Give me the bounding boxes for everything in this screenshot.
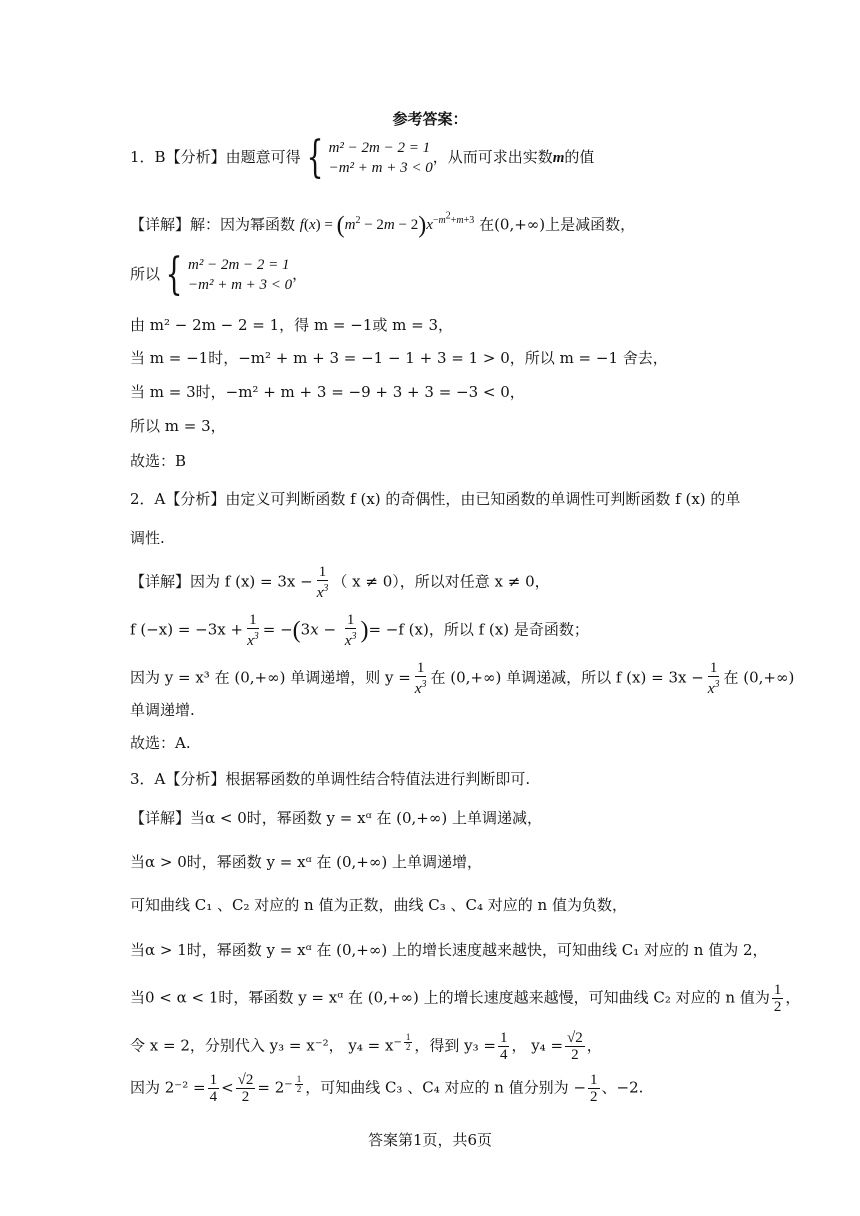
q3-line8-e: 、−2. bbox=[601, 1078, 644, 1097]
q3-line3: 当α > 0时，幂函数 y = xᵅ 在 (0,+∞) 上单调递增， bbox=[130, 853, 482, 871]
q1-line5: 当 m = 3时，−m² + m + 3 = −9 + 3 + 3 = −3 < 0， bbox=[130, 383, 525, 401]
q3-line7-d: ， bbox=[586, 1036, 602, 1055]
q2-answer: 故选：A. bbox=[130, 734, 191, 752]
q3-line8-d: ，可知曲线 C₃ 、C₄ 对应的 n 值分别为 − bbox=[305, 1078, 587, 1097]
q2-detail-b: （ x ≠ 0），所以对任意 x ≠ 0， bbox=[332, 572, 550, 591]
q2-mono: 因为 y = x³ 在 (0,+∞) 单调递增，则 y = $\frac{1}{x^3}$ 在 (0,+∞) 单调递减，所以 f (x) = 3x − $\frac{1}{x^3}$ 在 (0,+∞) bbox=[130, 660, 795, 697]
q1-so-eq1: m² − 2m − 2 = 1 bbox=[188, 257, 290, 273]
q2-analysis-cont: 调性. bbox=[130, 529, 165, 547]
q1-system-eq2: −m² + m + 3 < 0 bbox=[328, 160, 433, 176]
q3-line2: 【详解】当α < 0时，幂函数 y = xᵅ 在 (0,+∞) 上单调递减， bbox=[130, 809, 542, 827]
q2-analysis: 2．A【分析】由定义可判断函数 f (x) 的奇偶性，由已知函数的单调性可判断函数 f (x) 的单 bbox=[130, 490, 741, 508]
page-title: 参考答案： bbox=[392, 110, 468, 128]
q3-analysis: 3．A【分析】根据幂函数的单调性结合特值法进行判断即可. bbox=[130, 770, 531, 788]
q1-analysis: 1．B【分析】由题意可得 { m² − 2m − 2 = 1 −m² + m + 3 < 0 ，从而可求出实数m的值 bbox=[130, 132, 595, 183]
q3-line8: 因为 2⁻² = $\frac{1}{4}$ < $\frac{√2}{2}$ = $2^{- \frac{1}{2}}$ ，可知曲线 C₃ 、C₄ 对应的 n 值分别为 − $\frac{1}{2}$ 、−2. bbox=[130, 1072, 644, 1105]
q3-line8-a: 因为 2⁻² = bbox=[130, 1078, 206, 1097]
q1-answer: 故选：B bbox=[130, 452, 187, 470]
q3-line7-b: ，得到 y₃ = bbox=[414, 1036, 496, 1055]
q2-detail bbox=[130, 564, 750, 601]
q1-line6: 所以 m = 3， bbox=[130, 417, 226, 435]
fraction: $\frac{1}{x^3}$ bbox=[316, 564, 329, 601]
q1-line4: 当 m = −1时，−m² + m + 3 = −1 − 1 + 3 = 1 > 0，所以 m = −1 舍去， bbox=[130, 349, 668, 367]
q1-detail-a: 【详解】解：因为幂函数 bbox=[130, 215, 296, 234]
q3-line7-c: ， y₄ = bbox=[511, 1036, 564, 1055]
q2-detail-a: 【详解】因为 f (x) = 3x − bbox=[130, 572, 313, 591]
q3-line5: 当α > 1时，幂函数 y = xᵅ 在 (0,+∞) 上的增长速度越来越快，可知曲线 C₁ 对应的 n 值为 2， bbox=[130, 941, 768, 959]
q3-line7-a: 令 x = 2，分别代入 y₃ = x⁻²， y₄ = x bbox=[130, 1036, 394, 1055]
q3-line6-b: ， bbox=[785, 988, 801, 1007]
q3-line6-a: 当0 < α < 1时，幂函数 y = xᵅ 在 (0,+∞) 上的增长速度越来越慢，可知曲线 C₂ 对应的 n 值为 bbox=[130, 988, 770, 1007]
q2-mono-a: 因为 y = x³ 在 (0,+∞) 单调递增，则 y = bbox=[130, 668, 411, 687]
q1-tail: ，从而可求出实数 bbox=[432, 148, 553, 166]
q2-mono-cont: 单调递增. bbox=[130, 701, 195, 719]
q1-var: m bbox=[552, 150, 565, 166]
q1-detail: 【详解】解：因为幂函数 $f(x) = (m^2 - 2m - 2)x^{-m^2+m+3}$ 在(0,+∞)上是减函数， bbox=[130, 211, 636, 239]
q2-odd-c: = −f (x)，所以 f (x) 是奇函数； bbox=[368, 620, 589, 639]
q1-so-eq2: −m² + m + 3 < 0 bbox=[188, 277, 293, 293]
q2-mono-c: 在 (0,+∞) bbox=[723, 668, 795, 687]
q2-odd: f (−x) = −3x + $\frac{1}{x^3}$ = −(3x − $\frac{1}{x^3}$ )= −f (x)，所以 f (x) 是奇函数； bbox=[130, 612, 589, 649]
q1-lead: 1．B【分析】由题意可得 bbox=[130, 148, 301, 166]
page-footer: 答案第1页，共6页 bbox=[367, 1131, 493, 1149]
q2-mono-b: 在 (0,+∞) 单调递减，所以 f (x) = 3x − bbox=[430, 668, 704, 687]
q1-tail2: 的值 bbox=[564, 148, 595, 166]
q1-so-system: 所以 { m² − 2m − 2 = 1 −m² + m + 3 < 0 ， bbox=[130, 249, 308, 300]
q2-odd-b: = − bbox=[262, 620, 293, 639]
q3-line6: 当0 < α < 1时，幂函数 y = xᵅ 在 (0,+∞) 上的增长速度越来越慢，可知曲线 C₂ 对应的 n 值为 $\frac{1}{2}$ ， bbox=[130, 982, 801, 1015]
q3-line4: 可知曲线 C₁ 、C₂ 对应的 n 值为正数，曲线 C₃ 、C₄ 对应的 n 值为负数， bbox=[130, 896, 627, 914]
q3-line8-c: = 2 bbox=[257, 1078, 285, 1097]
q1-detail-b: 在(0,+∞)上是减函数， bbox=[479, 215, 636, 234]
q3-line7: 令 x = 2，分别代入 y₃ = x⁻²， $y_4 = x^{- \frac{1}{2}}$ ，得到 y₃ = $\frac{1}{4}$ ， y₄ = $\frac{√2}{2}$ ， bbox=[130, 1030, 602, 1063]
q1-so: 所以 bbox=[130, 265, 161, 283]
q1-line3: 由 m² − 2m − 2 = 1，得 m = −1或 m = 3， bbox=[130, 316, 454, 334]
q2-odd-a: f (−x) = −3x + bbox=[130, 620, 244, 639]
q3-line8-b: < bbox=[221, 1078, 234, 1097]
q1-system-eq1: m² − 2m − 2 = 1 bbox=[328, 140, 431, 156]
